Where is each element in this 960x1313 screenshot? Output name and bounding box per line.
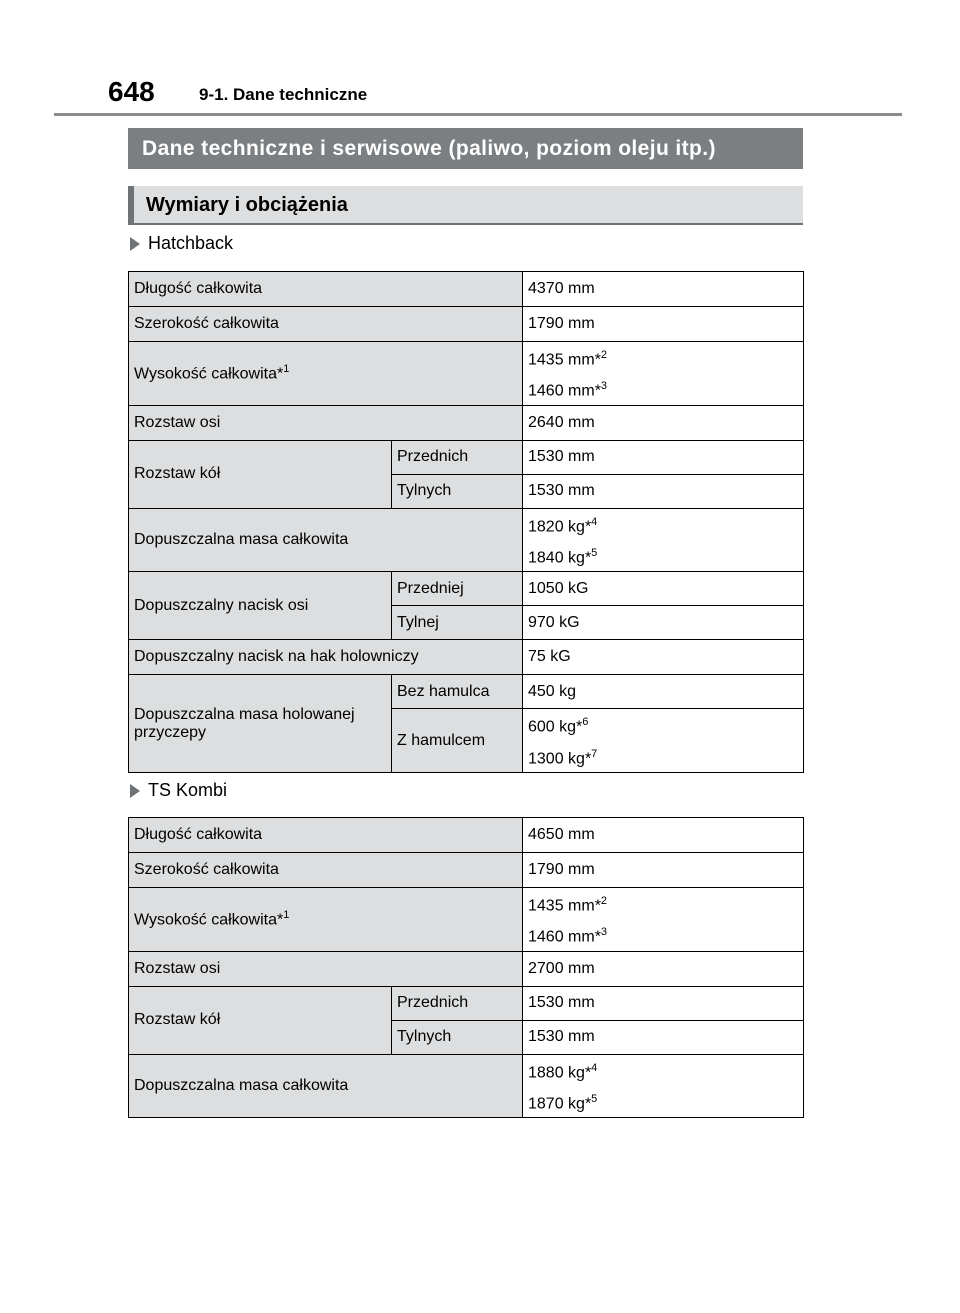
kombi-spec-table — [128, 817, 804, 1118]
variant-heading-kombi — [130, 780, 227, 801]
spec-value: 1790 mm — [523, 307, 804, 342]
spec-sublabel: Przedniej — [392, 572, 523, 606]
table-row — [129, 640, 804, 675]
spec-label: Rozstaw osi — [129, 405, 523, 440]
spec-label: Dopuszczalna masa holowanej przyczepy — [129, 675, 392, 773]
spec-value: 970 kG — [523, 606, 804, 640]
spec-value: 1790 mm — [523, 853, 804, 888]
spec-sublabel: Przednich — [392, 986, 523, 1020]
spec-value: 4370 mm — [523, 272, 804, 307]
spec-label: Wysokość całkowita*$^1$ — [129, 342, 523, 406]
spec-value: 1050 kG — [523, 572, 804, 606]
spec-sublabel: Przednich — [392, 440, 523, 474]
spec-label: Dopuszczalny nacisk na hak holowniczy — [129, 640, 523, 675]
spec-label: Wysokość całkowita*$^1$ — [129, 888, 523, 952]
table-row — [129, 853, 804, 888]
table-row — [129, 572, 804, 606]
spec-label: Rozstaw kół — [129, 986, 392, 1054]
table-row — [129, 888, 804, 952]
spec-label: Rozstaw osi — [129, 951, 523, 986]
table-row — [129, 307, 804, 342]
spec-label: Dopuszczalny nacisk osi — [129, 572, 392, 640]
variant-heading-hatchback — [130, 233, 233, 254]
spec-sublabel: Z hamulcem — [392, 709, 523, 773]
header-divider — [54, 113, 902, 116]
spec-value: 1530 mm — [523, 986, 804, 1020]
subsection-heading: Wymiary i obciążenia — [128, 186, 803, 225]
spec-value: 450 kg — [523, 675, 804, 709]
table-row — [129, 405, 804, 440]
table-row — [129, 440, 804, 474]
spec-label: Szerokość całkowita — [129, 853, 523, 888]
spec-sublabel: Tylnych — [392, 474, 523, 508]
spec-value: 2700 mm — [523, 951, 804, 986]
spec-sublabel: Tylnych — [392, 1020, 523, 1054]
spec-value: 600 kg*$^6$ 1300 kg*$^7$ — [523, 709, 804, 773]
spec-label: Długość całkowita — [129, 818, 523, 853]
spec-value: 4650 mm — [523, 818, 804, 853]
spec-value: 1880 kg*$^4$ 1870 kg*$^5$ — [523, 1054, 804, 1118]
section-banner: Dane techniczne i serwisowe (paliwo, poziom oleju itp.) — [128, 128, 803, 169]
spec-label: Dopuszczalna masa całkowita — [129, 1054, 523, 1118]
table-row — [129, 1054, 804, 1118]
spec-value: 1530 mm — [523, 1020, 804, 1054]
spec-label: Dopuszczalna masa całkowita — [129, 508, 523, 572]
spec-sublabel: Bez hamulca — [392, 675, 523, 709]
table-row — [129, 342, 804, 406]
spec-label: Długość całkowita — [129, 272, 523, 307]
table-row — [129, 951, 804, 986]
triangle-bullet-icon — [130, 784, 140, 798]
table-row — [129, 272, 804, 307]
spec-value: 1530 mm — [523, 440, 804, 474]
table-row — [129, 508, 804, 572]
spec-label: Rozstaw kół — [129, 440, 392, 508]
table-row — [129, 986, 804, 1020]
spec-label: Szerokość całkowita — [129, 307, 523, 342]
spec-sublabel: Tylnej — [392, 606, 523, 640]
variant-title: Hatchback — [148, 233, 234, 253]
table-row — [129, 675, 804, 709]
spec-value: 1435 mm*$^2$ 1460 mm*$^3$ — [523, 342, 804, 406]
variant-title: TS Kombi — [148, 780, 228, 800]
page-number: 648 — [108, 76, 155, 107]
triangle-bullet-icon — [130, 237, 140, 251]
spec-value: 1820 kg*$^4$ 1840 kg*$^5$ — [523, 508, 804, 572]
table-row — [129, 818, 804, 853]
spec-value: 1435 mm*$^2$ 1460 mm*$^3$ — [523, 888, 804, 952]
hatchback-spec-table — [128, 271, 804, 773]
chapter-title: 9-1. Dane techniczne — [199, 85, 368, 104]
spec-value: 75 kG — [523, 640, 804, 675]
spec-value: 2640 mm — [523, 405, 804, 440]
spec-value: 1530 mm — [523, 474, 804, 508]
